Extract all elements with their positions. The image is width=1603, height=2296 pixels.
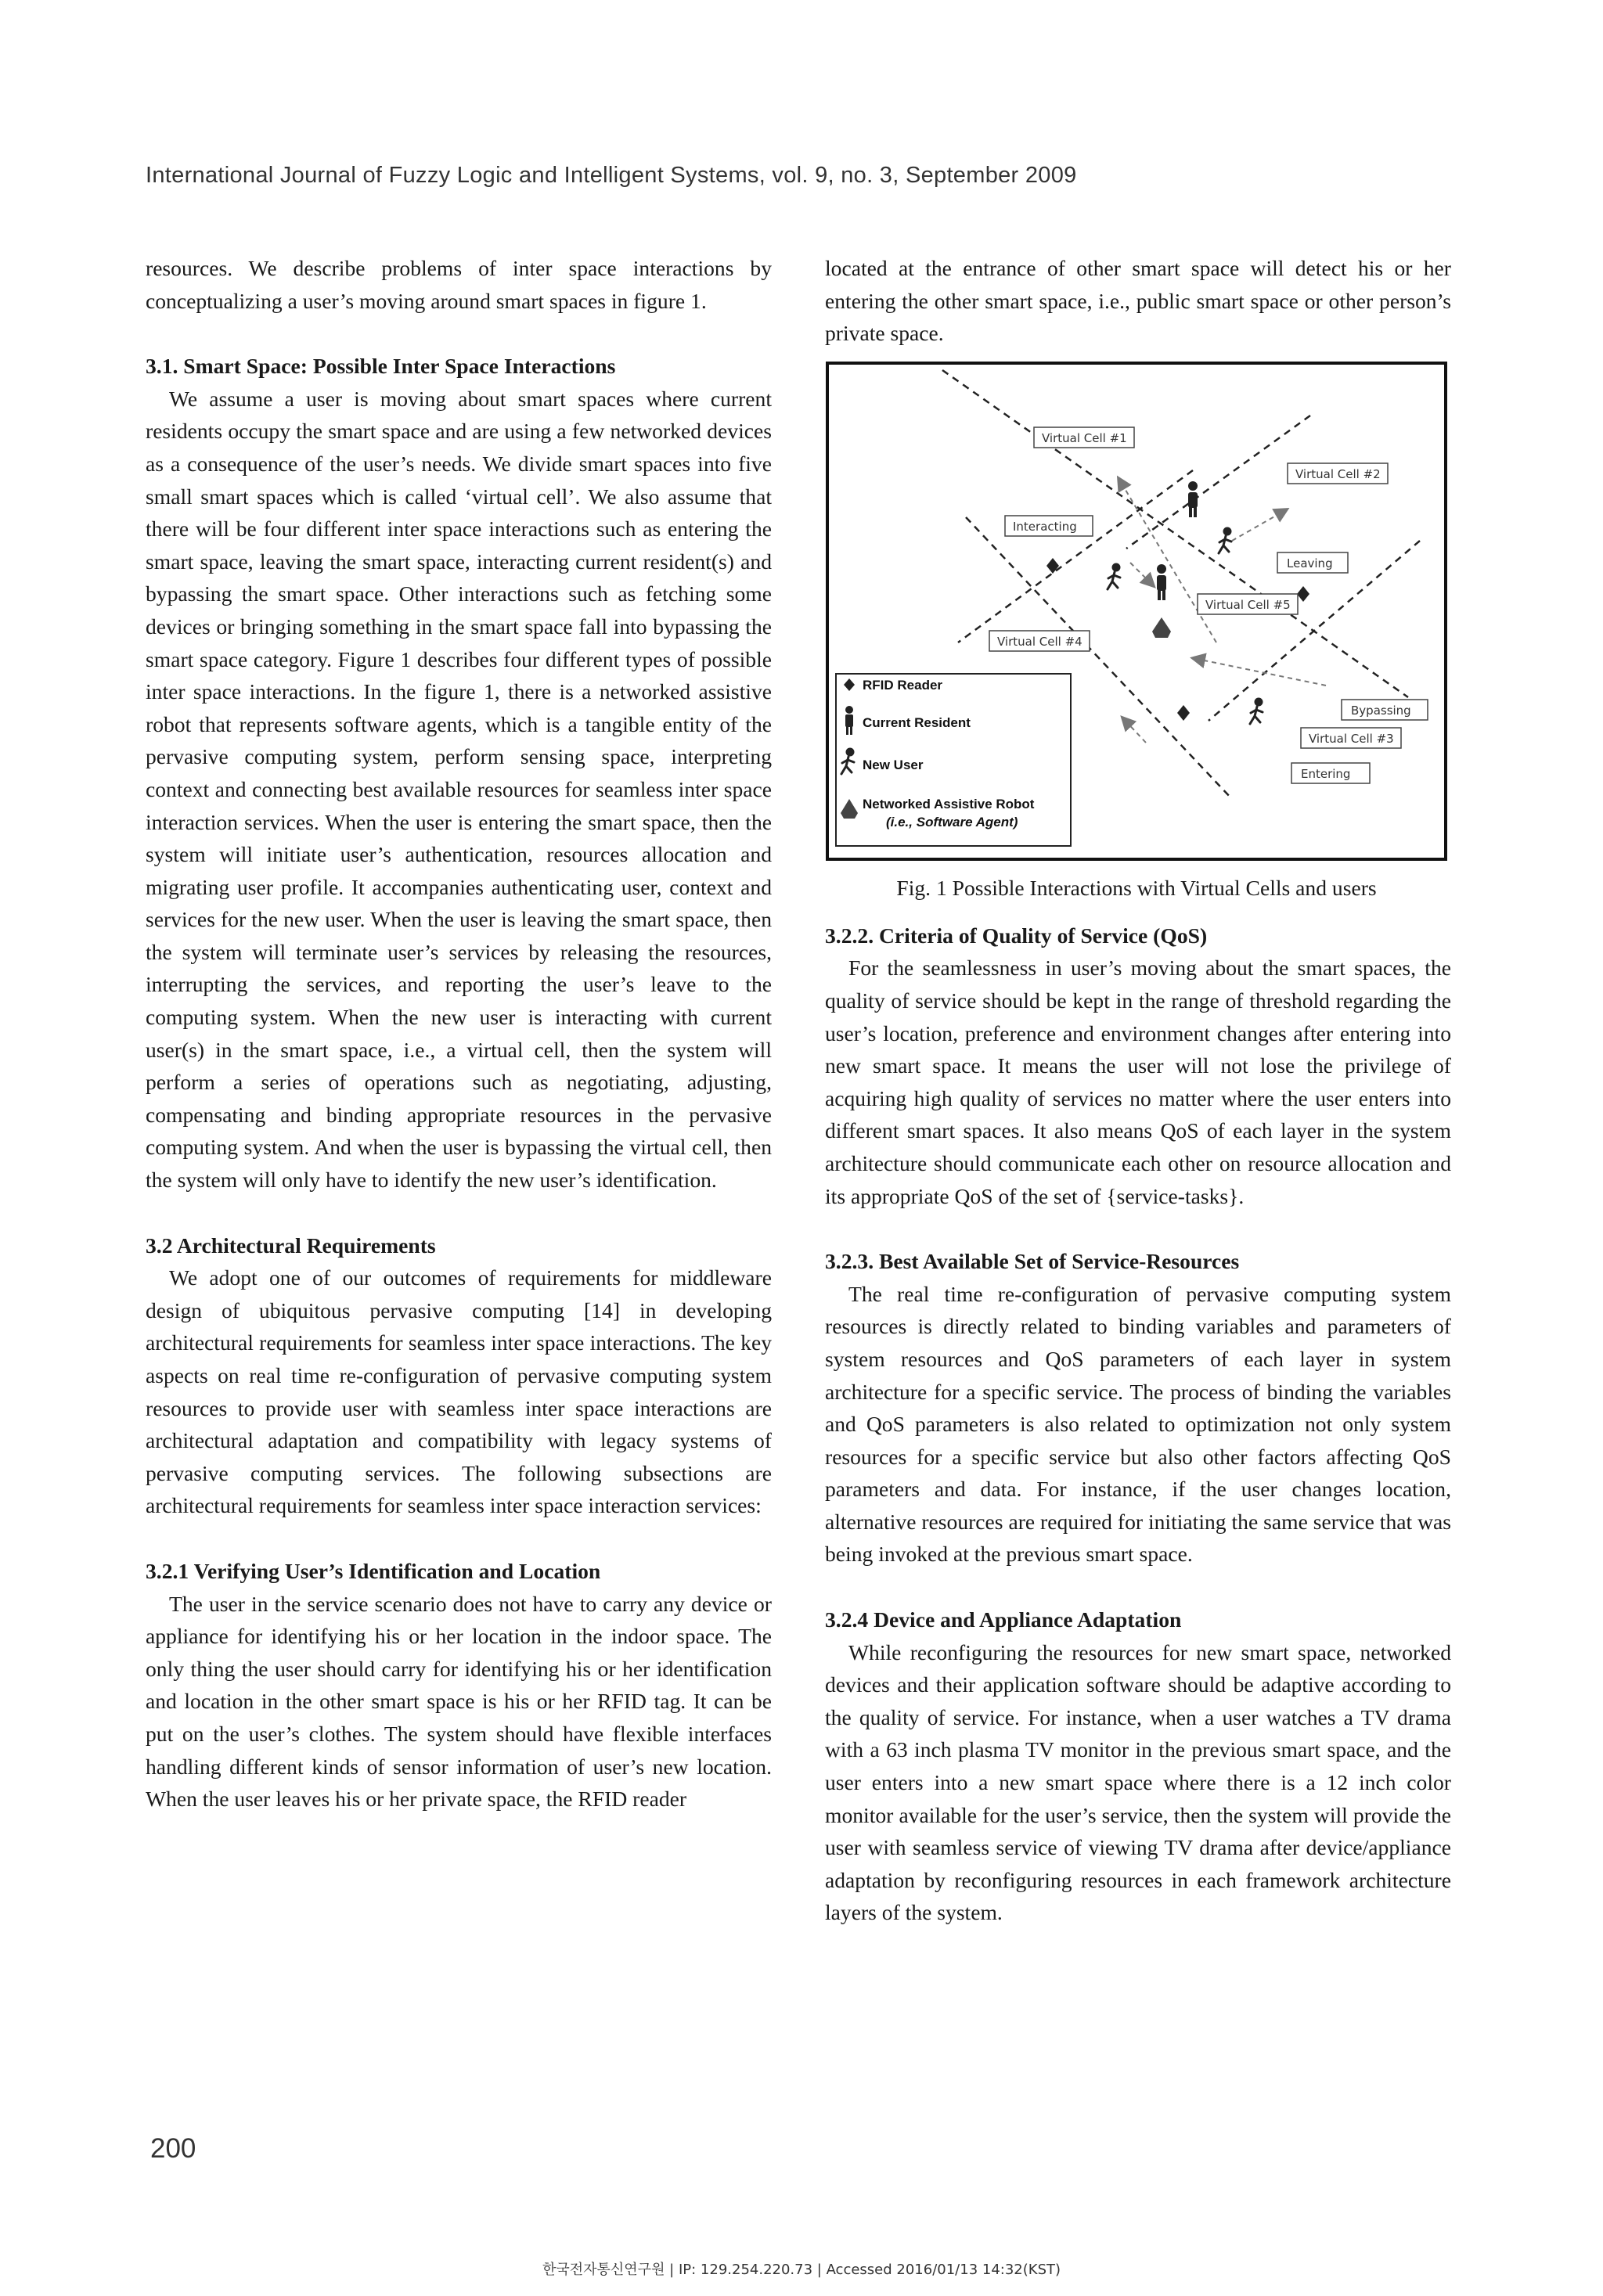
section-3-2-3-body: The real time re-configuration of pervasive computing system resources is directly related to binding variables and parameters of system resources and QoS parameters of each layer in system architecture for a specific service. The process of binding the variables and QoS parameters is also related to optimization not only system resources for a specific service but also other factors affecting QoS parameters and data. For instance, if the user changes location, alternative resources are required for initiating the same service that was being invoked at the previous smart space. [825,1281,1451,1567]
section-3-2-4-body: While reconfiguring the resources for new smart space, networked devices and their application software should be adaptive according to the quality of service. For instance, when a user watches a TV drama with a 63 inch plasma TV monitor in the previous smart space, and the user enters into a new smart space where there is a 12 inch color monitor available for the user’s service, then the system will provide the user with seamless service of viewing TV drama after device/appliance adaptation by reconfiguring resources in each framework architecture layers of the system. [825,1639,1451,1925]
label-virtual-cell-5: Virtual Cell #5 [1205,597,1291,612]
label-virtual-cell-4: Virtual Cell #4 [997,634,1082,649]
section-3-1-body: We assume a user is moving about smart spaces where current residents occupy the smart space and are using a few networked devices as a consequence of the user’s needs. We divide smart spaces into five small smart spaces which is called ‘virtual cell’. We also assume that there will be four different inter space interactions such as entering the smart space, leaving the smart space, interacting current resident(s) and bypassing the smart space. Other interactions such as fetching some devices or bringing something in the smart space fall into bypassing the smart space category. Figure 1 describes four different types of possible inter space interactions. In the figure 1, there is a networked assistive robot that represents software agents, which is a tangible entity of the pervasive computing system, perform sensing space, interpreting context and connecting best available resources for seamless inter space interaction services. When the user is entering the smart space, then the system will initiate user’s authentication, resources allocation and migrating user profile. It accompanies authenticating user, context and services for the new user. When the user is leaving the smart space, then the system will terminate user’s services by releasing the resources, interrupting the services, and reporting the user’s leave to the computing system. When the new user is interacting with current user(s) in the smart space, i.e., a virtual cell, then the system will perform a series of operations such as negotiating, adjusting, compensating and binding appropriate resources in the pervasive computing system. And when the user is bypassing the virtual cell, then the system will only have to identify the new user’s identification. [146,386,772,1193]
section-3-2-heading: 3.2 Architectural Requirements [146,1233,436,1258]
intro-continuation: resources. We describe problems of inter space interactions by conceptualizing a user’s moving around smart spaces in figure 1. [146,256,772,313]
label-virtual-cell-1: Virtual Cell #1 [1042,430,1127,445]
section-3-2-2-body: For the seamlessness in user’s moving about the smart spaces, the quality of service should be kept in the range of threshold regarding the user’s location, preference and environment changes after entering into new smart space. It means the user will not lose the privilege of acquiring high quality of services no matter where the user enters into different smart spaces. It also means QoS of each layer in the system architecture should communicate each other on resource allocation and its appropriate QoS of the set of {service-tasks}. [825,955,1451,1208]
section-3-2-3-heading: 3.2.3. Best Available Set of Service-Resources [825,1249,1240,1274]
left-column [146,252,772,1816]
page-number: 200 [150,2133,196,2164]
legend-rfid-reader: RFID Reader [863,677,943,693]
label-entering: Entering [1301,766,1351,781]
section-3-1-heading: 3.1. Smart Space: Possible Inter Space Interactions [146,354,616,379]
access-footer: 한국전자통신연구원 | IP: 129.254.220.73 | Accessed 2016/01/13 14:32(KST) [542,2262,1061,2278]
figure-legend [836,674,1071,846]
legend-new-user: New User [863,757,924,772]
section-3-2-4-heading: 3.2.4 Device and Appliance Adaptation [825,1607,1182,1632]
figure-1 [825,361,1448,904]
section-3-2-1-body: The user in the service scenario does not have to carry any device or appliance for identifying his or her location in the indoor space. The only thing the user should carry for identifying his or her identification and location in the other smart space is his or her RFID tag. It can be put on the user’s clothes. The system should have flexible interfaces handling different kinds of sensor information of user’s new location. When the user leaves his or her private space, the RFID reader [146,1591,772,1812]
right-continuation: located at the entrance of other smart space will detect his or her entering the other smart space, i.e., public smart space or other person’s private space. [825,256,1451,346]
label-bypassing: Bypassing [1351,703,1411,718]
label-interacting: Interacting [1013,519,1077,534]
label-leaving: Leaving [1287,556,1333,570]
label-virtual-cell-3: Virtual Cell #3 [1309,731,1394,746]
label-virtual-cell-2: Virtual Cell #2 [1295,466,1381,481]
legend-current-resident: Current Resident [863,714,971,730]
section-3-2-body: We adopt one of our outcomes of requirements for middleware design of ubiquitous pervasive computing [14] in developing architectural requirements for seamless inter space interactions. The key aspects on real time re-configuration of pervasive computing system resources to provide user with seamless inter space interactions are architectural adaptation and compatibility with legacy systems of pervasive computing services. The following subsections are architectural requirements for seamless inter space interaction services: [146,1265,772,1518]
figure-1-caption: Fig. 1 Possible Interactions with Virtual Cells and users [896,875,1377,900]
right-column [825,252,1451,1929]
running-header: International Journal of Fuzzy Logic and Intelligent Systems, vol. 9, no. 3, September 2009 [146,163,1077,188]
figure-1-diagram [825,361,1448,862]
section-3-2-2-heading: 3.2.2. Criteria of Quality of Service (QoS) [825,923,1208,948]
legend-robot-line-1: Networked Assistive Robot [863,796,1035,812]
legend-robot-line-2: (i.e., Software Agent) [886,814,1018,830]
section-3-2-1-heading: 3.2.1 Verifying User’s Identification and Location [146,1558,601,1583]
